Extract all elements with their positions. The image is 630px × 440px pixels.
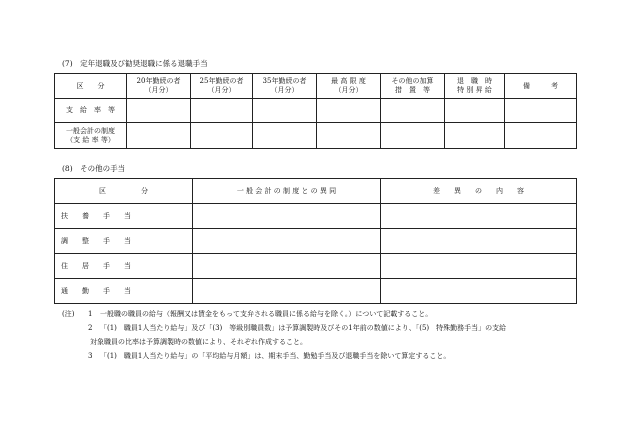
notes-label: (注) bbox=[62, 310, 75, 318]
section7-title: (7) 定年退職及び勧奨退職に係る退職手当 bbox=[62, 59, 208, 68]
note-text-continued: 対象職員の比率は予算調製時の数値により、それぞれ作成すること。 bbox=[90, 338, 307, 346]
header-kubun-8: 区 分 bbox=[55, 179, 193, 204]
row-general-account: 一般会計の制度 （支 給 率 等） bbox=[55, 123, 127, 149]
section8-title: (8) その他の手当 bbox=[62, 164, 126, 173]
row-housing-allowance: 住 居 手 当 bbox=[55, 254, 193, 279]
header-35-years: 35年勤続の者 （月分） bbox=[253, 74, 317, 99]
header-special-raise: 退 職 時 特 別 昇 給 bbox=[445, 74, 505, 99]
row-adjustment-allowance: 調 整 手 当 bbox=[55, 229, 193, 254]
note-number: 3 bbox=[88, 352, 93, 360]
header-kubun: 区 分 bbox=[55, 74, 127, 99]
header-25-years: 25年勤続の者 （月分） bbox=[191, 74, 253, 99]
header-remarks: 備 考 bbox=[505, 74, 577, 99]
note-number: 2 bbox=[88, 324, 93, 332]
header-difference: 差 異 の 内 容 bbox=[381, 179, 577, 204]
note-text: 「(1) 職員1人当たり給与」及び「(3) 等級別職員数」は予算調製時及びその1年前の数値により、「(5) 特殊勤務手当」の支給 bbox=[100, 324, 507, 332]
note-text: 「(1) 職員1人当たり給与」の「平均給与月額」は、期末手当、勤勉手当及び退職手当を除いて算定すること。 bbox=[100, 352, 451, 360]
header-20-years: 20年勤続の者 （月分） bbox=[127, 74, 191, 99]
header-other-additions: その他の加算 措 置 等 bbox=[381, 74, 445, 99]
retirement-allowance-table bbox=[54, 73, 577, 149]
header-comparison: 一 般 会 計 の 制 度 と の 異 同 bbox=[193, 179, 381, 204]
row-dependent-allowance: 扶 養 手 当 bbox=[55, 204, 193, 229]
notes bbox=[62, 307, 507, 363]
header-max-limit: 最 高 限 度 （月分） bbox=[317, 74, 381, 99]
note-text: 一般職の職員の給与（報酬又は賃金をもって支弁される職員に係る給与を除く。）について記載すること。 bbox=[100, 310, 433, 318]
note-number: 1 bbox=[88, 310, 93, 318]
row-payment-rate: 支 給 率 等 bbox=[55, 99, 127, 123]
row-commuting-allowance: 通 勤 手 当 bbox=[55, 279, 193, 304]
other-allowances-table bbox=[54, 178, 577, 304]
